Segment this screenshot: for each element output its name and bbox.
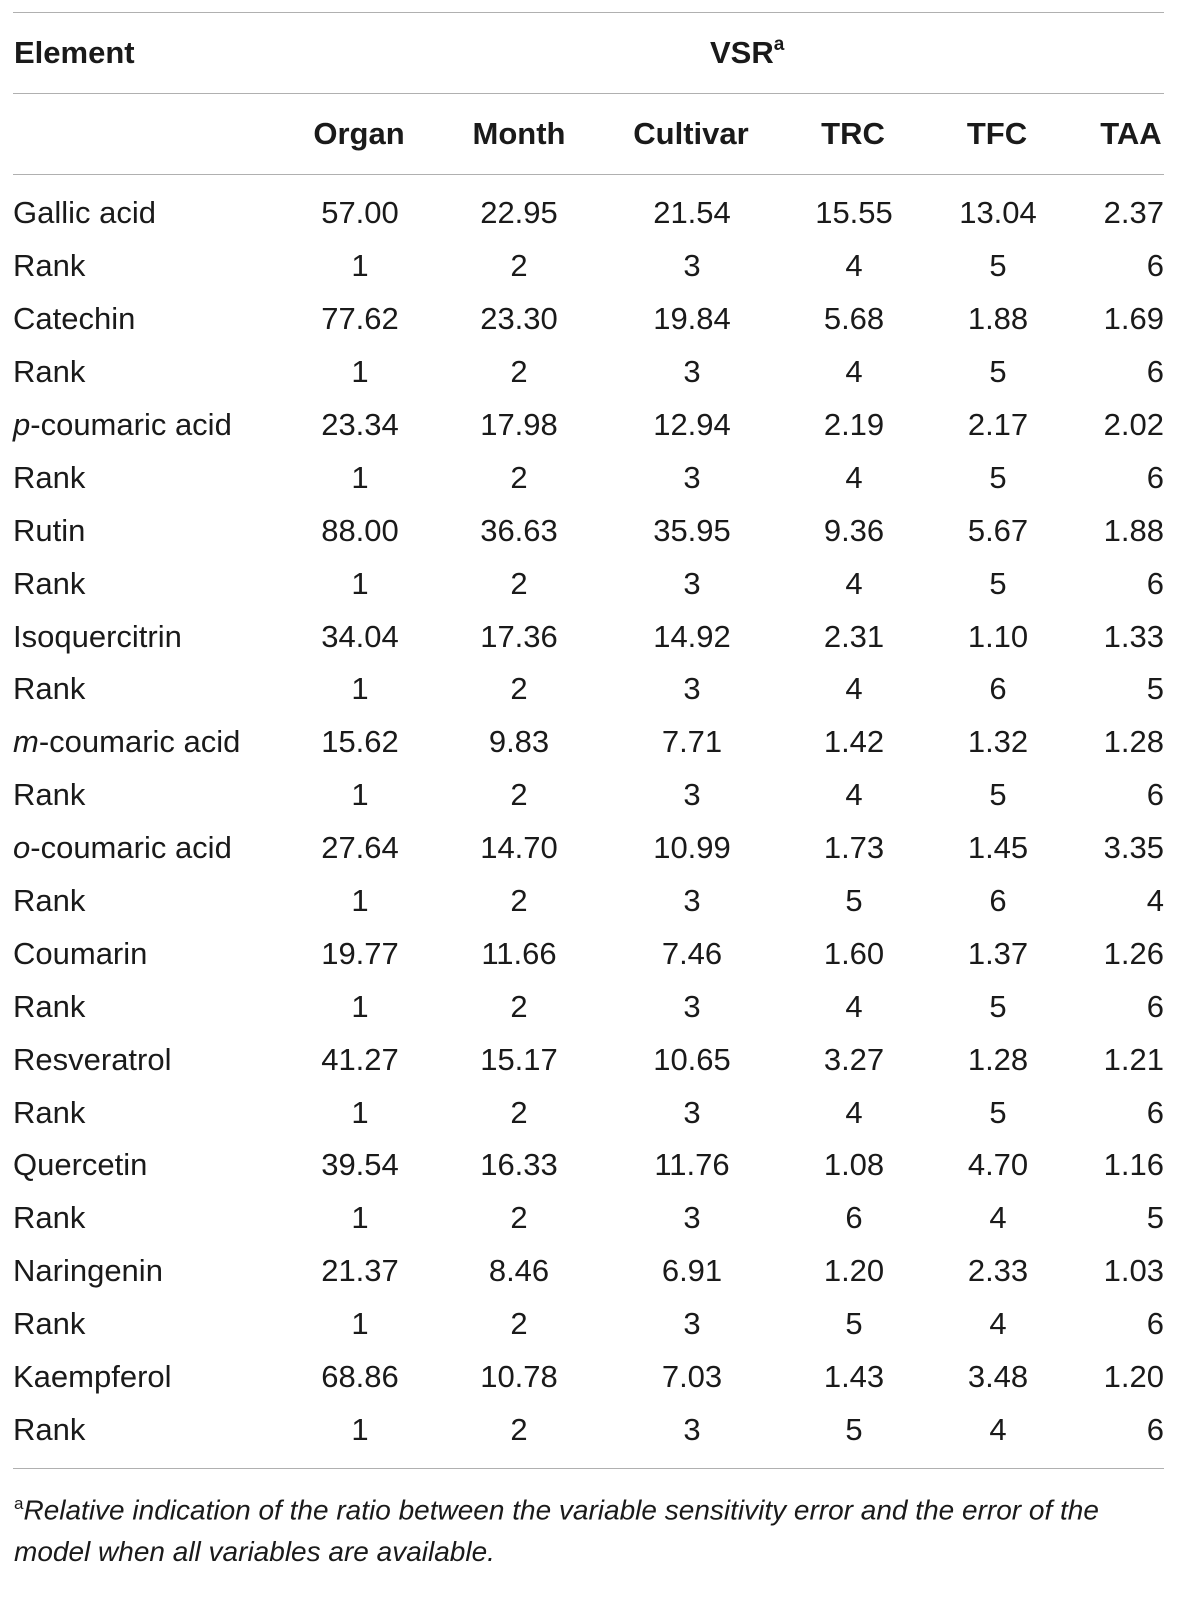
- compound-name: -coumaric acid: [30, 407, 232, 442]
- row-label: [13, 1403, 295, 1456]
- compound-name: Rutin: [13, 512, 86, 548]
- value-cell-month: 2: [510, 459, 528, 495]
- value-cell-month: 2: [510, 1200, 528, 1236]
- value-cell-trc: 1.60: [823, 935, 885, 971]
- value-cell-organ: 23.34: [321, 407, 399, 442]
- row-label: [13, 399, 295, 452]
- value-cell-cultivar: 3: [683, 354, 701, 390]
- value-cell-taa: 2.02: [1103, 407, 1164, 442]
- value-cell-taa: 6: [1146, 354, 1164, 390]
- value-cell-trc: 15.55: [815, 195, 893, 231]
- value-cell-organ: 1: [351, 883, 369, 919]
- header-row-1: [13, 13, 1164, 93]
- value-cell-tfc: 3.48: [967, 1359, 1029, 1395]
- value-cell-organ: 34.04: [321, 618, 399, 654]
- value-cell-trc: 4: [845, 777, 863, 813]
- rank-row: [13, 451, 1164, 504]
- value-cell-tfc: 2.33: [967, 1253, 1029, 1289]
- row-label: [13, 663, 295, 716]
- row-label: [13, 1086, 295, 1139]
- value-cell-tfc: 1.37: [967, 935, 1029, 971]
- rank-row: [13, 240, 1164, 293]
- value-cell-taa: 6: [1146, 459, 1164, 495]
- value-cell-trc: 2.19: [823, 407, 885, 442]
- value-cell-organ: 1: [351, 248, 369, 284]
- value-cell-trc: 5.68: [823, 301, 885, 337]
- value-cell-month: 9.83: [488, 724, 550, 760]
- compound-prefix: m: [13, 724, 39, 760]
- value-cell-tfc: 5: [989, 565, 1007, 601]
- value-cell-taa: 1.20: [1103, 1359, 1164, 1395]
- column-header-month: Month: [472, 116, 566, 151]
- compound-name: Rank: [13, 459, 86, 495]
- value-cell-cultivar: 11.76: [654, 1147, 730, 1183]
- value-cell-taa: 1.26: [1103, 935, 1164, 971]
- value-cell-tfc: 1.28: [967, 1041, 1029, 1077]
- vsr-header: [710, 35, 784, 71]
- vsr-table-container: [13, 12, 1164, 1572]
- value-cell-organ: 88.00: [321, 512, 399, 548]
- value-cell-cultivar: 19.84: [653, 301, 731, 337]
- value-cell-tfc: 5: [989, 1094, 1007, 1130]
- row-label: [13, 610, 295, 663]
- compound-name: -coumaric acid: [30, 830, 232, 866]
- value-cell-taa: 1.69: [1103, 301, 1164, 337]
- value-cell-organ: 1: [351, 988, 369, 1024]
- vsr-superscript: a: [773, 33, 785, 55]
- value-cell-cultivar: 3: [683, 459, 701, 495]
- row-label: [13, 240, 295, 293]
- value-cell-trc: 4: [845, 354, 863, 390]
- value-cell-month: 2: [510, 354, 528, 390]
- rank-row: [13, 1192, 1164, 1245]
- rank-row: [13, 980, 1164, 1033]
- compound-row: [13, 927, 1164, 980]
- value-cell-trc: 1.73: [823, 830, 885, 866]
- value-cell-month: 8.46: [488, 1253, 550, 1289]
- value-cell-cultivar: 3: [683, 671, 701, 707]
- value-cell-month: 16.33: [480, 1147, 558, 1183]
- compound-name: Quercetin: [13, 1147, 148, 1183]
- value-cell-month: 2: [510, 565, 528, 601]
- value-cell-organ: 1: [351, 354, 369, 390]
- value-cell-trc: 4: [845, 988, 863, 1024]
- value-cell-tfc: 5: [989, 459, 1007, 495]
- value-cell-taa: 6: [1146, 565, 1164, 601]
- value-cell-cultivar: 7.71: [661, 724, 723, 760]
- value-cell-trc: 3.27: [823, 1041, 885, 1077]
- compound-row: [13, 1033, 1164, 1086]
- value-cell-month: 17.36: [480, 618, 558, 654]
- value-cell-trc: 9.36: [823, 512, 885, 548]
- value-cell-month: 2: [510, 1306, 528, 1342]
- compound-name: Rank: [13, 777, 86, 813]
- value-cell-month: 23.30: [480, 301, 558, 337]
- value-cell-taa: 5: [1146, 671, 1164, 707]
- value-cell-trc: 4: [845, 671, 863, 707]
- value-cell-tfc: 2.17: [967, 407, 1029, 442]
- value-cell-tfc: 1.10: [967, 618, 1029, 654]
- value-cell-tfc: 1.88: [967, 301, 1029, 337]
- rank-row: [13, 346, 1164, 399]
- value-cell-taa: 1.16: [1103, 1147, 1164, 1183]
- compound-name: Rank: [13, 354, 86, 390]
- value-cell-organ: 1: [351, 1094, 369, 1130]
- value-cell-month: 36.63: [480, 512, 558, 548]
- value-cell-tfc: 4: [989, 1200, 1007, 1236]
- value-cell-cultivar: 12.94: [653, 407, 731, 442]
- value-cell-trc: 2.31: [823, 618, 885, 654]
- row-label: [13, 557, 295, 610]
- value-cell-cultivar: 6.91: [661, 1253, 723, 1289]
- value-cell-month: 2: [510, 1411, 528, 1447]
- compound-name: Isoquercitrin: [13, 618, 182, 654]
- row-label: [13, 504, 295, 557]
- value-cell-trc: 5: [845, 1306, 863, 1342]
- value-cell-month: 15.17: [480, 1041, 558, 1077]
- value-cell-month: 2: [510, 671, 528, 707]
- rank-row: [13, 769, 1164, 822]
- value-cell-organ: 1: [351, 1306, 369, 1342]
- row-label: [13, 451, 295, 504]
- value-cell-taa: 4: [1146, 883, 1164, 919]
- compound-row: [13, 504, 1164, 557]
- value-cell-cultivar: 3: [683, 1411, 701, 1447]
- rank-row: [13, 663, 1164, 716]
- column-header-cultivar: Cultivar: [633, 116, 749, 151]
- value-cell-month: 14.70: [480, 830, 558, 866]
- footnote-marker: a: [14, 1494, 24, 1514]
- value-cell-cultivar: 3: [683, 1306, 701, 1342]
- value-cell-month: 2: [510, 988, 528, 1024]
- compound-name: Rank: [13, 248, 86, 284]
- value-cell-organ: 1: [351, 459, 369, 495]
- footnote: [13, 1469, 1164, 1571]
- compound-row: [13, 1245, 1164, 1298]
- column-header-tfc: TFC: [966, 116, 1028, 151]
- compound-name: Rank: [13, 1094, 86, 1130]
- row-label: [13, 1245, 295, 1298]
- value-cell-month: 17.98: [480, 407, 558, 442]
- value-cell-taa: 6: [1146, 1306, 1164, 1342]
- compound-name: Gallic acid: [13, 195, 156, 231]
- compound-prefix: p: [13, 407, 31, 442]
- compound-row: [13, 187, 1164, 240]
- value-cell-organ: 19.77: [321, 935, 399, 971]
- compound-name: Rank: [13, 565, 86, 601]
- compound-name: Rank: [13, 1306, 86, 1342]
- data-table: [13, 187, 1164, 1456]
- compound-row: [13, 716, 1164, 769]
- compound-row: [13, 293, 1164, 346]
- value-cell-trc: 4: [845, 248, 863, 284]
- value-cell-month: 11.66: [481, 935, 557, 971]
- compound-row: [13, 822, 1164, 875]
- value-cell-cultivar: 3: [683, 1094, 701, 1130]
- compound-row: [13, 1351, 1164, 1404]
- row-label: [13, 1192, 295, 1245]
- compound-name: Kaempferol: [13, 1359, 172, 1395]
- compound-row: [13, 610, 1164, 663]
- value-cell-tfc: 4: [989, 1306, 1007, 1342]
- row-label: [13, 1139, 295, 1192]
- row-label: [13, 769, 295, 822]
- value-cell-taa: 6: [1146, 248, 1164, 284]
- value-cell-cultivar: 7.03: [661, 1359, 723, 1395]
- value-cell-taa: 6: [1146, 988, 1164, 1024]
- value-cell-month: 10.78: [480, 1359, 558, 1395]
- value-cell-tfc: 13.04: [959, 195, 1037, 231]
- value-cell-tfc: 5: [989, 988, 1007, 1024]
- value-cell-tfc: 5.67: [967, 512, 1029, 548]
- compound-row: [13, 399, 1164, 452]
- compound-name: Rank: [13, 883, 86, 919]
- value-cell-tfc: 1.32: [967, 724, 1029, 760]
- value-cell-cultivar: 35.95: [653, 512, 731, 548]
- row-label: [13, 927, 295, 980]
- compound-name: Rank: [13, 1411, 86, 1447]
- rank-row: [13, 557, 1164, 610]
- compound-name: Rank: [13, 671, 86, 707]
- value-cell-taa: 1.28: [1103, 724, 1164, 760]
- value-cell-organ: 27.64: [321, 830, 399, 866]
- value-cell-taa: 1.33: [1103, 618, 1164, 654]
- column-header-taa: TAA: [1100, 116, 1162, 151]
- rank-row: [13, 1298, 1164, 1351]
- rank-row: [13, 1403, 1164, 1456]
- compound-name: Coumarin: [13, 935, 148, 971]
- compound-name: Rank: [13, 988, 86, 1024]
- value-cell-cultivar: 3: [683, 777, 701, 813]
- value-cell-tfc: 6: [989, 671, 1007, 707]
- value-cell-cultivar: 3: [683, 248, 701, 284]
- row-label: [13, 980, 295, 1033]
- value-cell-cultivar: 21.54: [653, 195, 731, 231]
- row-label: [13, 1351, 295, 1404]
- compound-prefix: o: [13, 830, 31, 866]
- value-cell-taa: 6: [1146, 1094, 1164, 1130]
- value-cell-cultivar: 3: [683, 988, 701, 1024]
- value-cell-trc: 5: [845, 883, 863, 919]
- header-row-2: [13, 94, 1164, 174]
- row-label: [13, 1033, 295, 1086]
- value-cell-organ: 1: [351, 1411, 369, 1447]
- value-cell-taa: 1.21: [1103, 1041, 1164, 1077]
- value-cell-tfc: 5: [989, 248, 1007, 284]
- value-cell-tfc: 6: [989, 883, 1007, 919]
- value-cell-taa: 3.35: [1103, 830, 1164, 866]
- value-cell-trc: 6: [845, 1200, 863, 1236]
- row-label: [13, 716, 295, 769]
- value-cell-trc: 4: [845, 1094, 863, 1130]
- row-label: [13, 875, 295, 928]
- value-cell-organ: 77.62: [321, 301, 399, 337]
- value-cell-cultivar: 3: [683, 565, 701, 601]
- value-cell-organ: 39.54: [321, 1147, 399, 1183]
- value-cell-organ: 41.27: [321, 1041, 399, 1077]
- row-label: [13, 1298, 295, 1351]
- value-cell-taa: 6: [1146, 777, 1164, 813]
- value-cell-organ: 1: [351, 565, 369, 601]
- value-cell-trc: 1.42: [823, 724, 885, 760]
- header-bottom-rule: [13, 174, 1164, 175]
- value-cell-tfc: 5: [989, 354, 1007, 390]
- value-cell-tfc: 1.45: [967, 830, 1029, 866]
- row-label: [13, 187, 295, 240]
- footnote-text: Relative indication of the ratio between the variable sensitivity error and the error of the model when all variables are available.: [14, 1494, 1099, 1567]
- value-cell-trc: 1.20: [823, 1253, 885, 1289]
- value-cell-month: 2: [510, 777, 528, 813]
- value-cell-organ: 57.00: [321, 195, 399, 231]
- value-cell-month: 2: [510, 883, 528, 919]
- value-cell-trc: 4: [845, 459, 863, 495]
- value-cell-organ: 1: [351, 777, 369, 813]
- column-header-organ: Organ: [313, 116, 405, 151]
- value-cell-trc: 5: [845, 1411, 863, 1447]
- value-cell-taa: 1.03: [1103, 1253, 1164, 1289]
- value-cell-taa: 1.88: [1103, 512, 1164, 548]
- row-label: [13, 822, 295, 875]
- value-cell-organ: 1: [351, 1200, 369, 1236]
- value-cell-tfc: 4: [989, 1411, 1007, 1447]
- compound-name: Catechin: [13, 301, 136, 337]
- rank-row: [13, 1086, 1164, 1139]
- value-cell-month: 2: [510, 248, 528, 284]
- value-cell-organ: 15.62: [321, 724, 399, 760]
- value-cell-organ: 68.86: [321, 1359, 399, 1395]
- value-cell-taa: 2.37: [1103, 195, 1164, 231]
- value-cell-tfc: 5: [989, 777, 1007, 813]
- compound-name: Resveratrol: [13, 1041, 172, 1077]
- compound-name: Rank: [13, 1200, 86, 1236]
- row-label: [13, 346, 295, 399]
- row-label: [13, 293, 295, 346]
- value-cell-taa: 5: [1146, 1200, 1164, 1236]
- element-header: Element: [14, 35, 135, 70]
- rank-row: [13, 875, 1164, 928]
- value-cell-organ: 1: [351, 671, 369, 707]
- value-cell-cultivar: 14.92: [653, 618, 731, 654]
- value-cell-trc: 1.43: [823, 1359, 885, 1395]
- value-cell-organ: 21.37: [321, 1253, 399, 1289]
- vsr-label: VSR: [710, 35, 774, 70]
- value-cell-cultivar: 10.65: [653, 1041, 731, 1077]
- value-cell-month: 2: [510, 1094, 528, 1130]
- value-cell-tfc: 4.70: [967, 1147, 1029, 1183]
- column-header-trc: TRC: [821, 116, 885, 151]
- compound-name: Naringenin: [13, 1253, 163, 1289]
- value-cell-cultivar: 7.46: [661, 935, 723, 971]
- value-cell-month: 22.95: [480, 195, 558, 231]
- value-cell-trc: 1.08: [823, 1147, 885, 1183]
- value-cell-cultivar: 3: [683, 1200, 701, 1236]
- value-cell-cultivar: 10.99: [653, 830, 731, 866]
- compound-row: [13, 1139, 1164, 1192]
- value-cell-cultivar: 3: [683, 883, 701, 919]
- value-cell-taa: 6: [1146, 1411, 1164, 1447]
- value-cell-trc: 4: [845, 565, 863, 601]
- compound-name: -coumaric acid: [38, 724, 241, 760]
